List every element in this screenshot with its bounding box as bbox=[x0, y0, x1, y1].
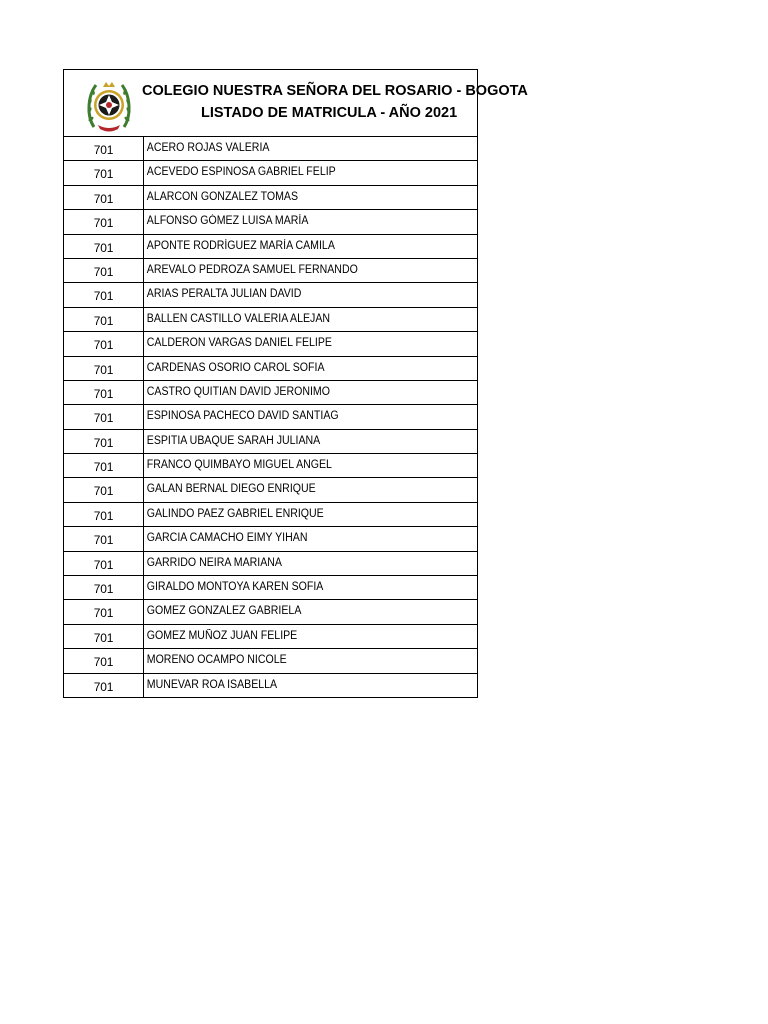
student-name-cell: GARCIA CAMACHO EIMY YIHAN bbox=[146, 532, 308, 545]
grade-cell: 701 bbox=[64, 259, 144, 282]
grade-cell: 701 bbox=[64, 430, 144, 453]
table-row bbox=[63, 137, 478, 161]
student-name-cell: AREVALO PEDROZA SAMUEL FERNANDO bbox=[146, 263, 358, 276]
table-row bbox=[63, 357, 478, 381]
table-row bbox=[63, 210, 478, 234]
table-row bbox=[63, 283, 478, 307]
student-name-cell: ALFONSO GÓMEZ LUISA MARÍA bbox=[146, 215, 309, 228]
table-row bbox=[63, 332, 478, 356]
table-row bbox=[63, 235, 478, 259]
student-name-cell: GIRALDO MONTOYA KAREN SOFIA bbox=[146, 581, 324, 594]
grade-cell: 701 bbox=[64, 186, 144, 209]
student-name-cell: ACERO ROJAS VALERIA bbox=[146, 142, 270, 154]
grade-cell: 701 bbox=[64, 625, 144, 648]
table-row bbox=[63, 576, 478, 600]
grade-cell: 701 bbox=[64, 576, 144, 599]
table-row bbox=[63, 308, 478, 332]
table-row bbox=[63, 186, 478, 210]
student-name-cell: CASTRO QUITIAN DAVID JERONIMO bbox=[146, 385, 330, 398]
student-name-cell: BALLEN CASTILLO VALERIA ALEJAN bbox=[146, 312, 331, 325]
grade-cell: 701 bbox=[64, 649, 144, 672]
student-name-cell: CARDENAS OSORIO CAROL SOFIA bbox=[146, 361, 325, 374]
school-crest-icon bbox=[86, 75, 132, 137]
sheet-header bbox=[63, 69, 528, 137]
student-name-cell: APONTE RODRÍGUEZ MARÍA CAMILA bbox=[146, 239, 335, 252]
grade-cell: 701 bbox=[64, 478, 144, 501]
grade-cell: 701 bbox=[64, 552, 144, 575]
grade-cell: 701 bbox=[64, 381, 144, 404]
table-row bbox=[63, 674, 478, 698]
student-name-cell: ALARCON GONZALEZ TOMAS bbox=[146, 190, 299, 203]
student-name-cell: GOMEZ MUÑOZ JUAN FELIPE bbox=[146, 629, 298, 642]
student-table bbox=[63, 137, 478, 698]
table-row bbox=[63, 454, 478, 478]
student-name-cell: FRANCO QUIMBAYO MIGUEL ANGEL bbox=[146, 459, 332, 472]
table-row bbox=[63, 161, 478, 185]
header-title bbox=[142, 80, 528, 124]
grade-cell: 701 bbox=[64, 600, 144, 623]
table-row bbox=[63, 552, 478, 576]
grade-cell: 701 bbox=[64, 283, 144, 306]
table-row bbox=[63, 600, 478, 624]
student-name-cell: GALAN BERNAL DIEGO ENRIQUE bbox=[146, 483, 316, 496]
grade-cell: 701 bbox=[64, 137, 144, 160]
grade-cell: 701 bbox=[64, 161, 144, 184]
student-name-cell: ARIAS PERALTA JULIAN DAVID bbox=[146, 288, 302, 301]
school-name: COLEGIO NUESTRA SEÑORA DEL ROSARIO - BOGOTA bbox=[142, 83, 528, 99]
table-row bbox=[63, 259, 478, 283]
student-name-cell: CALDERON VARGAS DANIEL FELIPE bbox=[146, 337, 332, 350]
grade-cell: 701 bbox=[64, 235, 144, 258]
table-row bbox=[63, 430, 478, 454]
student-name-cell: GALINDO PAEZ GABRIEL ENRIQUE bbox=[146, 507, 324, 520]
grade-cell: 701 bbox=[64, 503, 144, 526]
grade-cell: 701 bbox=[64, 674, 144, 697]
table-row bbox=[63, 405, 478, 429]
list-title: LISTADO DE MATRICULA - AÑO 2021 bbox=[201, 105, 458, 121]
table-row bbox=[63, 503, 478, 527]
grade-cell: 701 bbox=[64, 210, 144, 233]
enrollment-sheet bbox=[63, 69, 528, 698]
grade-cell: 701 bbox=[64, 405, 144, 428]
student-name-cell: ACEVEDO ESPINOSA GABRIEL FELIP bbox=[146, 166, 336, 179]
student-name-cell: ESPINOSA PACHECO DAVID SANTIAG bbox=[146, 410, 339, 423]
student-name-cell: ESPITIA UBAQUE SARAH JULIANA bbox=[146, 434, 321, 447]
table-row bbox=[63, 625, 478, 649]
grade-cell: 701 bbox=[64, 527, 144, 550]
student-name-cell: GOMEZ GONZALEZ GABRIELA bbox=[146, 605, 302, 618]
table-row bbox=[63, 649, 478, 673]
student-name-cell: MORENO OCAMPO NICOLE bbox=[146, 654, 287, 667]
grade-cell: 701 bbox=[64, 308, 144, 331]
grade-cell: 701 bbox=[64, 357, 144, 380]
grade-cell: 701 bbox=[64, 454, 144, 477]
table-row bbox=[63, 478, 478, 502]
table-row bbox=[63, 381, 478, 405]
student-name-cell: MUNEVAR ROA ISABELLA bbox=[146, 678, 278, 691]
student-name-cell: GARRIDO NEIRA MARIANA bbox=[146, 556, 282, 569]
grade-cell: 701 bbox=[64, 332, 144, 355]
table-row bbox=[63, 527, 478, 551]
